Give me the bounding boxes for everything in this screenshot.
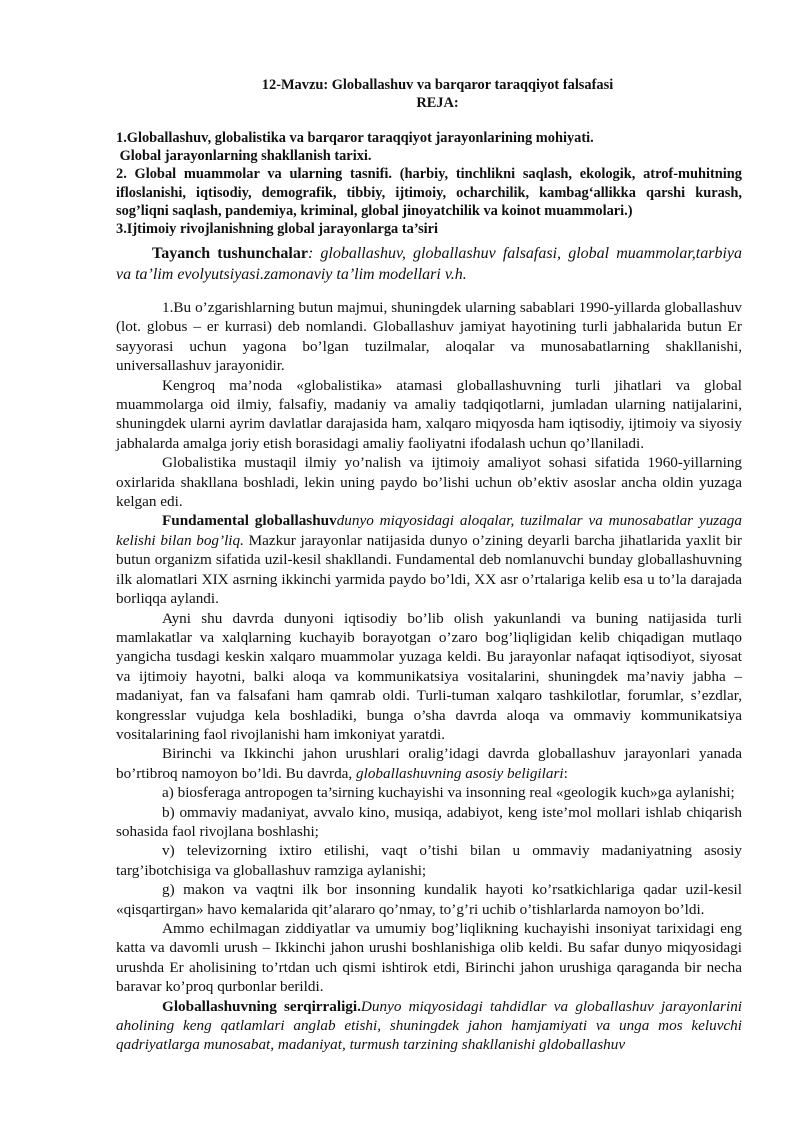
paragraph-7: Ammo echilmagan ziddiyatlar va umumiy bog’liqlikning kuchayishi insoniyat tarixidagi eng katta va davomli urush – Ikkinchi jahon urushi boshlanishiga olib keldi. Bu safar dunyo miqyosidagi urushda Er aholisining to’rtdan uch qismi ishtirok etdi, Birinchi jahon urushiga qaraganda bir necha baravar ko’proq qurbonlar berildi. xyxy=(116,920,742,996)
paragraph-4-term: Fundamental globallashuv xyxy=(162,512,337,530)
paragraph-8-term: Globallashuvning serqirraligi. xyxy=(162,997,361,1015)
body-text xyxy=(116,298,742,1055)
plan-heading: REJA: xyxy=(416,95,459,111)
paragraph-6-emphasis: globallashuvning asosiy beligilari xyxy=(356,764,564,782)
list-item-v: v) televizorning ixtiro etilishi, vaqt o’tishi bilan u ommaviy madaniyatning asosiy targ’ibotchisiga va globallashuv ramziga aylanishi; xyxy=(116,842,742,879)
plan-item-3: 3.Ijtimoiy rivojlanishning global jarayonlarga ta’siri xyxy=(116,221,439,238)
paragraph-6-colon: : xyxy=(563,764,568,782)
paragraph-1: 1.Bu o’zgarishlarning butun majmui, shuningdek ularning sabablari 1990-yillarda globallashuv (lot. globus – er kurrasi) deb nomlandi. Globallashuv jamiyat hayotining turli jabhalarida butun Er sayyorasi uchun yagona bo’lgan tuzilmalar, aloqalar va munosabatlarning shakllanishi, universallashuv jarayonidir. xyxy=(116,299,742,375)
paragraph-8 xyxy=(116,997,742,1055)
keywords-section xyxy=(116,244,742,285)
plan-item-2: 2. Global muammolar va ularning tasnifi. (harbiy, tinchlikni saqlash, ekologik, atrof-muhitning ifloslanishi, iqtisodiy, demografik, tibbiy, ijtimoiy, ocharchilik, kambag‘allikka qarshi kurash, sog’liqni saqlash, pandemiya, kriminal, global jinoyatchilik va koinot muammolari.) xyxy=(116,166,742,219)
keywords-text: : globallashuv, globallashuv falsafasi, global muammolar,tarbiya va ta’lim evolyutsiyasi.zamonaviy ta’lim modellari v.h. xyxy=(116,245,743,283)
plan-item-1: 1.Globallashuv, globalistika va barqaror taraqqiyot jarayonlarining mohiyati. xyxy=(116,130,594,146)
list-item-b: b) ommaviy madaniyat, avvalo kino, musiqa, adabiyot, keng iste’mol mollari ishlab chiqarish sohasida faol rivojlana boshlashi; xyxy=(116,803,742,840)
plan-item-1-continued: Global jarayonlarning shakllanish tarixi. xyxy=(116,148,372,165)
paragraph-4 xyxy=(116,511,742,608)
keywords-label: Tayanch tushunchalar xyxy=(152,245,308,262)
paragraph-2: Kengroq ma’noda «globalistika» atamasi globallashuvning turli jihatlari va global muammolarga oid ilmiy, falsafiy, madaniy va amaliy tadqiqotlarni, jumladan ularning natijalarini, shuningdek ularni ayrim davlatlar darajasida ham, xalqaro miqyosda ham iqtisodiy, ijtimoiy va siyosiy jabhalarda amalga joriy etish borasidagi amaliy faoliyatni ifodalash uchun qo’llaniladi. xyxy=(116,376,742,452)
keywords-paragraph xyxy=(116,244,742,285)
paragraph-6 xyxy=(116,744,742,783)
paragraph-4-text: Mazkur jarayonlar natijasida dunyo o’zining deyarli barcha jihatlarida yaxlit bir butun organizm sifatida uzil-kesil shakllandi. Fundamental deb nomlanuvchi bunday globallashuvning ilk alomatlari XIX asrning ikkinchi yarmida paydo bo’ldi, XX asr o’rtalariga kelib esa u to’la darajada borliqqa aylandi. xyxy=(116,531,742,608)
document-header xyxy=(0,76,800,112)
paragraph-4-definition: dunyo miqyosidagi aloqalar, tuzilmalar va munosabatlar yuzaga kelishi bilan bog’liq. xyxy=(116,512,742,549)
paragraph-3: Globalistika mustaqil ilmiy yo’nalish va ijtimoiy amaliyot sohasi sifatida 1960-yillarning oxirlarida shakllana boshladi, lekin uning paydo bo’lishi uchun ob’ektiv asoslar ancha oldin yuzaga kelgan edi. xyxy=(116,454,742,511)
paragraph-5: Ayni shu davrda dunyoni iqtisodiy bo’lib olish yakunlandi va buning natijasida turli mamlakatlar va xalqlarning kuchayib borayotgan o’zaro bog’liqligidan kelib chiqadigan mutlaqo yangicha tusdagi keskin xalqaro muammolar yuzaga keldi. Bu jarayonlar nafaqat iqtisodiyot, siyosat va ijtimoiy hayotni, balki aloqa va kommunikatsiya vositalarini, shuningdek ma’naviy jabha – madaniyat, fan va falsafani ham qamrab oldi. Turli-tuman xalqaro tashkilotlar, forumlar, s’ezdlar, kongresslar vujudga kela boshladiki, bunga o’sha davrda aloqa va ommaviy kommunikatsiya vositalarining faol rivojlanishi ham imkoniyat yaratdi. xyxy=(116,609,742,743)
plan-section xyxy=(116,129,742,238)
paragraph-8-text: Dunyo miqyosidagi tahdidlar va globallashuv jarayonlarini aholining keng qatlamlari anglab etishi, shuningdek jahon hamjamiyati va unga mos keluvchi qadriyatlarga munosabat, madaniyat, turmush tarzining shakllanishi gldoballashuv xyxy=(116,997,743,1054)
paragraph-6-text: Birinchi va Ikkinchi jahon urushlari oralig’idagi davrda globallashuv jarayonlari yanada bo’rtibroq namoyon bo’ldi. Bu davrda, xyxy=(116,745,742,782)
list-item-a: a) biosferaga antropogen ta’sirning kuchayishi va insonning real «geologik kuch»ga aylanishi; xyxy=(162,784,735,802)
list-item-g: g) makon va vaqtni ilk bor insonning kundalik hayoti ko’rsatkichlariga qadar uzil-kesil «qisqartirgan» havo kemalarida qit’alararo qo’nmay, to’g’ri uchib o’tishlarlarda namoyon bo’ldi. xyxy=(116,881,742,918)
page-title: 12-Mavzu: Globallashuv va barqaror taraqqiyot falsafasi xyxy=(261,77,614,93)
